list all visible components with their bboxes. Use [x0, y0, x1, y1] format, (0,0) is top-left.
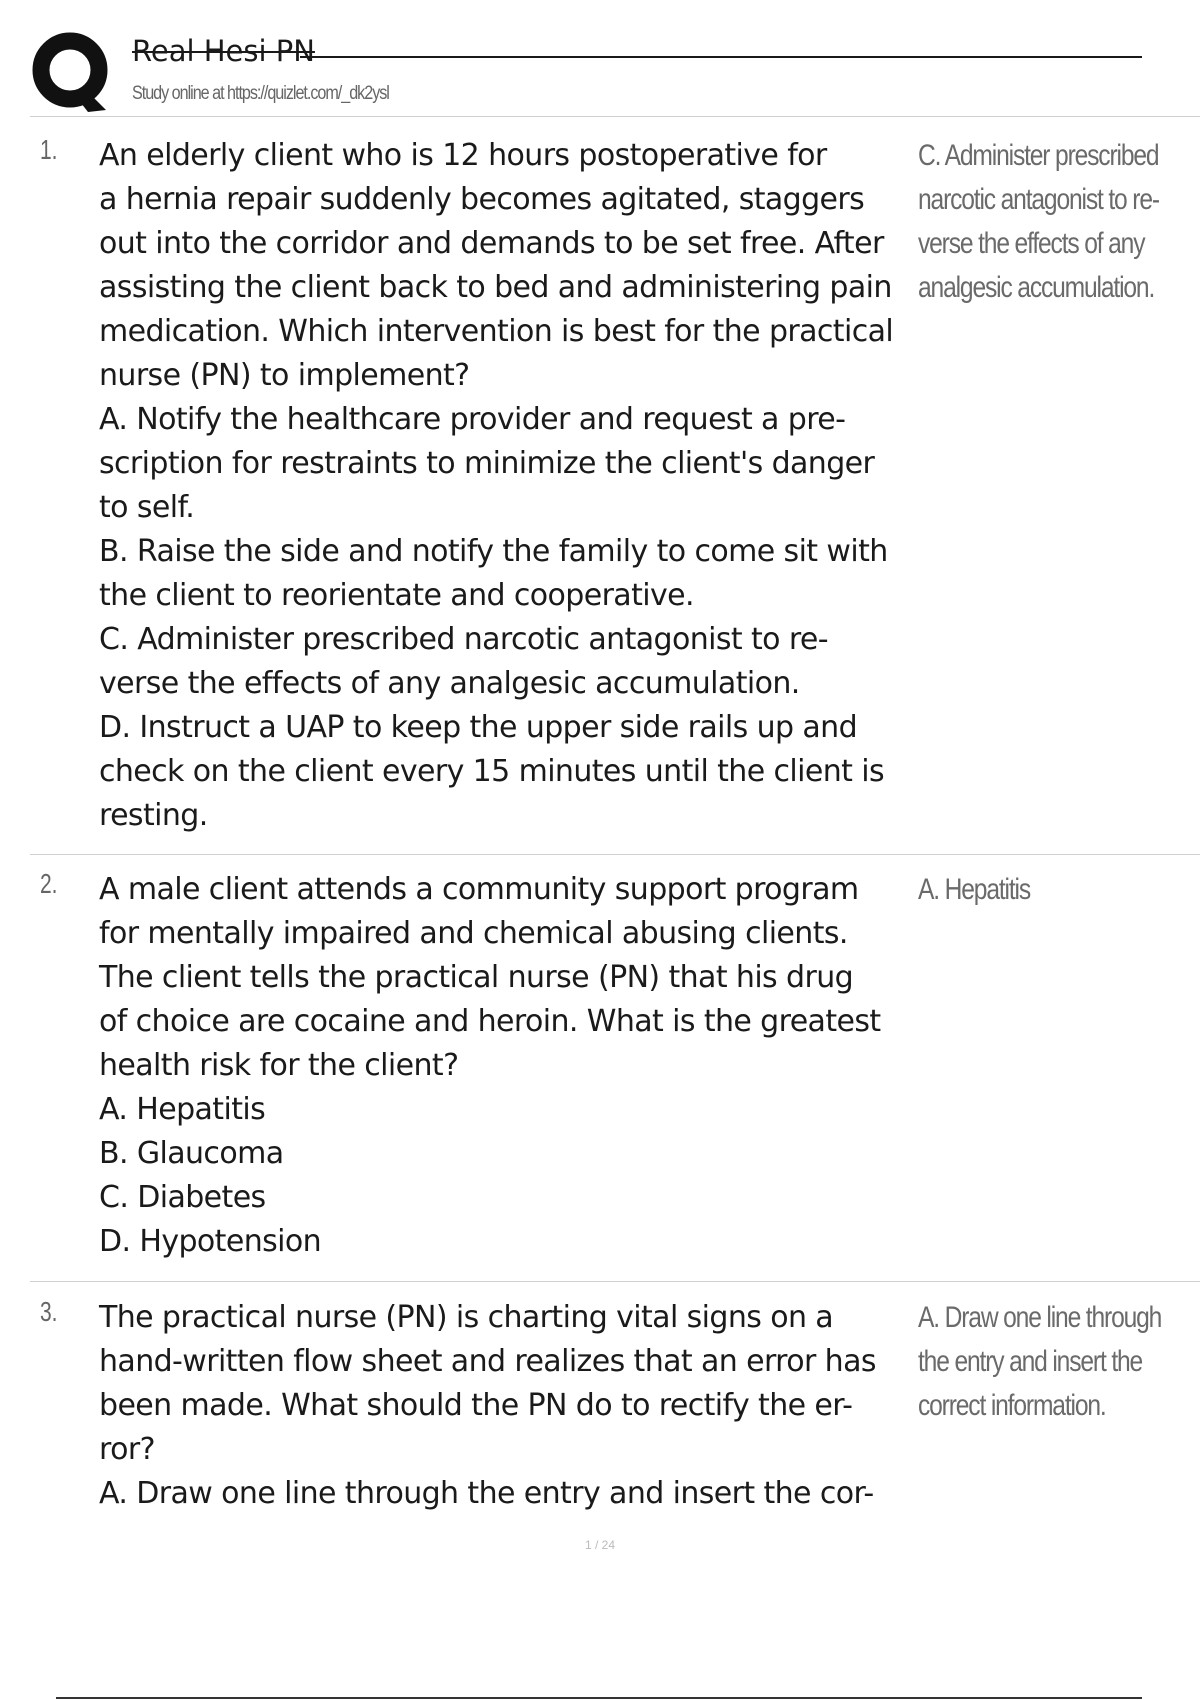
deck-title: Real Hesi PN: [132, 34, 315, 68]
card-definition: [918, 868, 1164, 912]
option-c: C. Administer prescribed narcotic antagonist to re-: [99, 622, 829, 657]
option-d: D. Hypotension: [99, 1224, 322, 1259]
page-number: 1 / 24: [584, 1538, 616, 1552]
title-rule: [300, 56, 1142, 58]
card-number: 3.: [40, 1296, 58, 1327]
card-term: [99, 1296, 949, 1516]
definition-line: A. Hepatitis: [918, 873, 1031, 906]
card-definition: [918, 134, 1164, 310]
option-a: A. Notify the healthcare provider and request a pre-: [99, 402, 846, 437]
card-divider: [30, 854, 1200, 855]
card-term: [99, 868, 949, 1264]
term-line: A male client attends a community support program: [99, 872, 859, 907]
page-header: [0, 0, 1200, 118]
term-line: out into the corridor and demands to be set free. After: [99, 226, 884, 261]
term-line: nurse (PN) to implement?: [99, 358, 470, 393]
option-d: D. Instruct a UAP to keep the upper side rails up and: [99, 710, 858, 745]
term-line: assisting the client back to bed and administering pain: [99, 270, 892, 305]
option-b: B. Raise the side and notify the family to come sit with: [99, 534, 888, 569]
header-divider: [30, 116, 1200, 117]
term-line: scription for restraints to minimize the client's danger: [99, 446, 875, 481]
definition-line: narcotic antagonist to re-: [918, 183, 1159, 216]
term-line: health risk for the client?: [99, 1048, 459, 1083]
option-a: A. Draw one line through the entry and insert the cor-: [99, 1476, 874, 1511]
definition-line: verse the effects of any: [918, 227, 1145, 260]
term-line: of choice are cocaine and heroin. What is the greatest: [99, 1004, 881, 1039]
term-line: a hernia repair suddenly becomes agitated, staggers: [99, 182, 865, 217]
study-online-link[interactable]: Study online at https://quizlet.com/_dk2ysl: [132, 83, 389, 104]
definition-line: A. Draw one line through: [918, 1301, 1162, 1334]
term-line: check on the client every 15 minutes until the client is: [99, 754, 885, 789]
term-line: hand-written flow sheet and realizes that an error has: [99, 1344, 876, 1379]
card-number: 2.: [40, 868, 58, 899]
definition-line: analgesic accumulation.: [918, 271, 1155, 304]
term-line: ror?: [99, 1432, 155, 1467]
option-a: A. Hepatitis: [99, 1092, 266, 1127]
card-divider: [30, 1281, 1200, 1282]
definition-line: the entry and insert the: [918, 1345, 1143, 1378]
term-line: to self.: [99, 490, 195, 525]
card-number: 1.: [40, 134, 58, 165]
footer-rule: [56, 1697, 1142, 1699]
term-line: The practical nurse (PN) is charting vital signs on a: [99, 1300, 834, 1335]
card-definition: [918, 1296, 1164, 1428]
term-line: for mentally impaired and chemical abusing clients.: [99, 916, 848, 951]
term-line: verse the effects of any analgesic accumulation.: [99, 666, 800, 701]
definition-line: correct information.: [918, 1389, 1106, 1422]
term-line: the client to reorientate and cooperative.: [99, 578, 694, 613]
card-term: [99, 134, 949, 838]
term-line: The client tells the practical nurse (PN) that his drug: [99, 960, 854, 995]
option-b: B. Glaucoma: [99, 1136, 284, 1171]
term-line: been made. What should the PN do to rectify the er-: [99, 1388, 853, 1423]
term-line: An elderly client who is 12 hours postoperative for: [99, 138, 827, 173]
definition-line: C. Administer prescribed: [918, 139, 1159, 172]
quizlet-logo-icon: [30, 30, 114, 114]
term-line: medication. Which intervention is best for the practical: [99, 314, 894, 349]
option-c: C. Diabetes: [99, 1180, 266, 1215]
term-line: resting.: [99, 798, 208, 833]
